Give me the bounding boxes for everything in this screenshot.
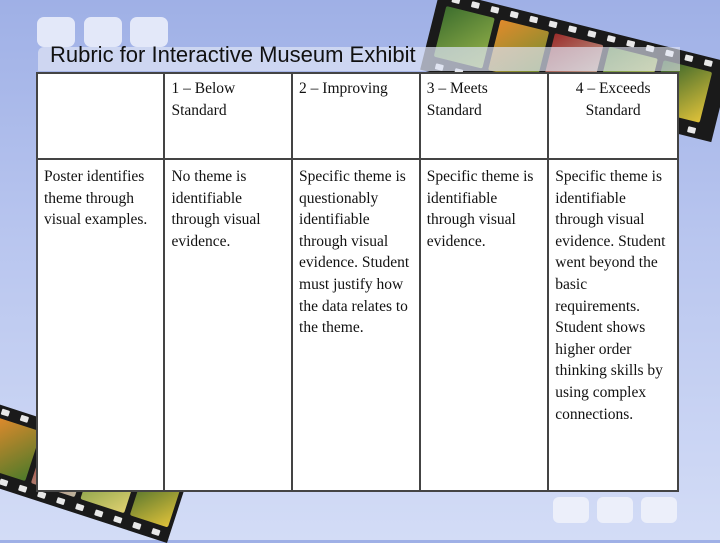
rubric-header-level-2: 2 – Improving <box>292 73 420 159</box>
rubric-header-level-3: 3 – Meets Standard <box>420 73 549 159</box>
rubric-cell-level-1: No theme is identifiable through visual evidence. <box>164 159 292 491</box>
rubric-header-row <box>37 73 678 159</box>
rubric-header-level-4: 4 – Exceeds Standard <box>548 73 678 159</box>
rubric-cell-level-4: Specific theme is identifiable through visual evidence. Student went beyond the basic requirements. Student shows higher order thinking skills by using complex connections. <box>548 159 678 491</box>
decor-square <box>553 497 589 523</box>
rubric-header-criteria <box>37 73 164 159</box>
rubric-cell-level-3: Specific theme is identifiable through visual evidence. <box>420 159 549 491</box>
rubric-criterion: Poster identifies theme through visual examples. <box>37 159 164 491</box>
rubric-table <box>36 72 679 492</box>
decor-square <box>641 497 677 523</box>
slide-title: Rubric for Interactive Museum Exhibit <box>50 42 416 67</box>
table-row <box>37 159 678 491</box>
rubric-cell-level-2: Specific theme is questionably identifiable through visual evidence. Student must justify how the data relates to the theme. <box>292 159 420 491</box>
rubric-header-level-1: 1 – Below Standard <box>164 73 292 159</box>
decor-square <box>597 497 633 523</box>
